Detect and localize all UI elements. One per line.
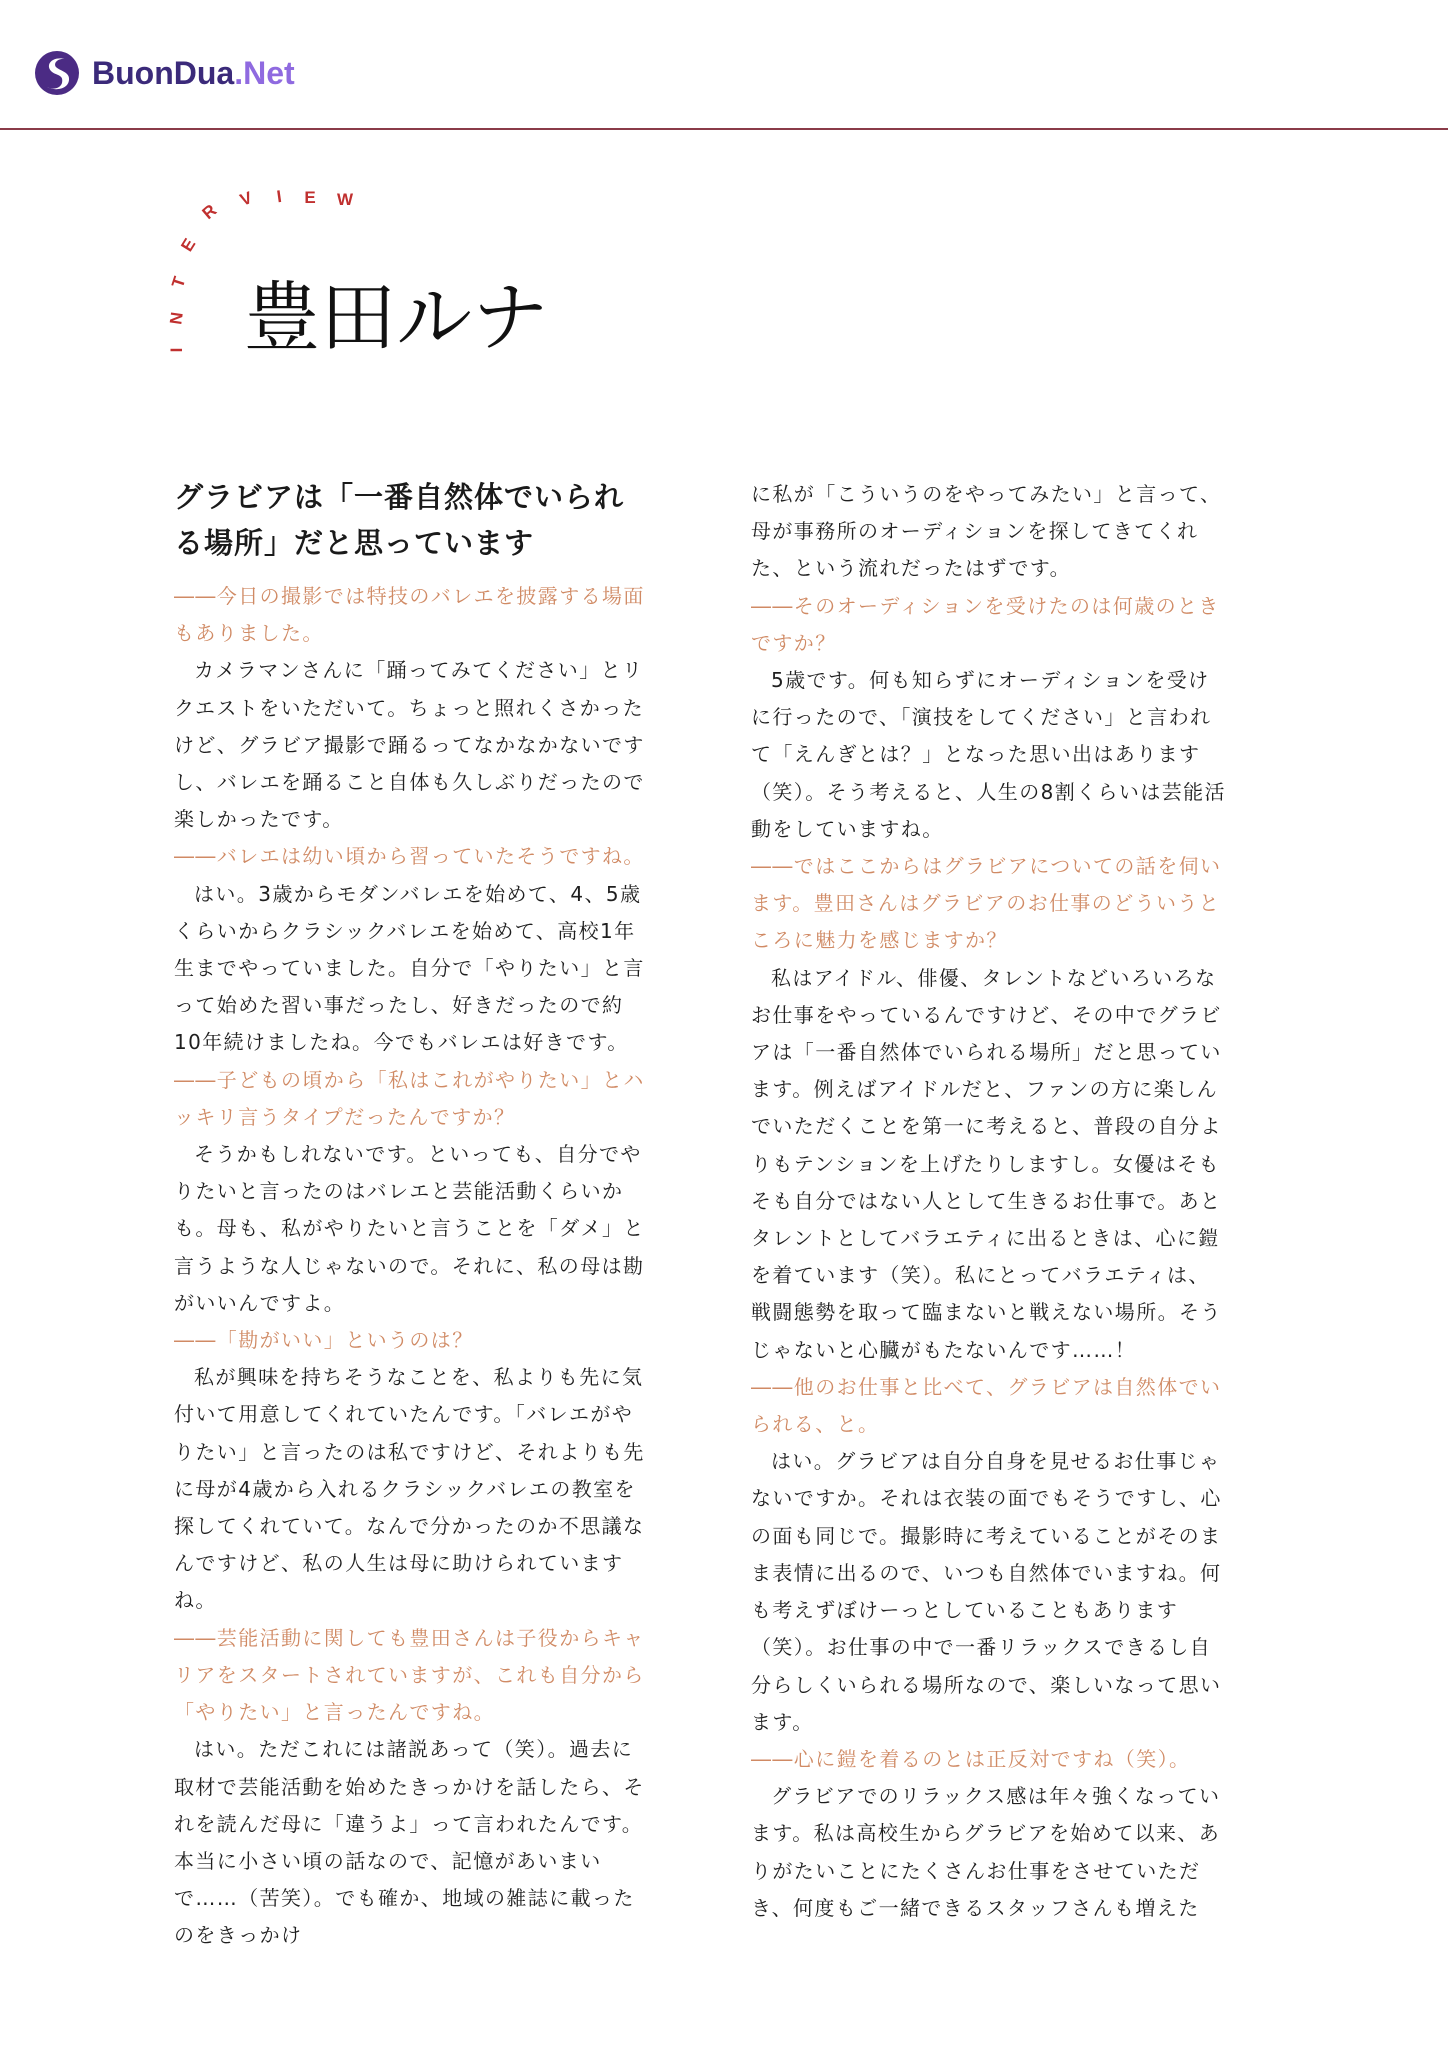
section-heading: グラビアは「一番自然体でいられる場所」だと思っています: [174, 480, 625, 560]
interview-question: ――ではここからはグラビアについての話を伺います。豊田さんはグラビアのお仕事のどういうところに魅力を感じますか？: [751, 854, 1222, 953]
right-column: [751, 476, 1226, 1927]
interview-letter: R: [198, 200, 221, 224]
interview-answer: そうかもしれないです。といっても、自分でやりたいと言ったのはバレエと芸能活動くらいかも。母も、私がやりたいと言うことを「ダメ」と言うような人じゃないので。それに、私の母は勘がいいんですよ。: [174, 1142, 645, 1315]
interview-letter: I: [167, 347, 186, 353]
left-column: [174, 474, 649, 1955]
logo-ext-text: .Net: [234, 55, 295, 91]
logo-main-text: BuonDua: [92, 55, 235, 91]
interview-question: ――バレエは幼い頃から習っていたそうですね。: [174, 844, 645, 869]
page-title: 豊田ルナ: [244, 273, 548, 362]
interview-answer: はい。ただこれには諸説あって（笑）。過去に取材で芸能活動を始めたきっかけを話したら、それを読んだ母に「違うよ」って言われたんです。本当に小さい頃の話なので、記憶があいまいで……（苦笑）。でも確か、地域の雑誌に載ったのをきっかけ: [174, 1737, 645, 1948]
site-logo[interactable]: [92, 50, 295, 96]
interview-answer: 私はアイドル、俳優、タレントなどいろいろなお仕事をやっているんですけど、その中でグラビアは「一番自然体でいられる場所」だと思っています。例えばアイドルだと、ファンの方に楽しんでいただくことを第一に考えると、普段の自分よりもテンションを上げたりしますし。女優はそもそも自分ではない人として生きるお仕事で。あとタレントとしてバラエティに出るときは、心に鎧を着ています（笑）。私にとってバラエティは、戦闘態勢を取って臨まないと戦えない場所。そうじゃないと心臓がもたないんです……！: [751, 965, 1222, 1362]
interview-question: ――他のお仕事と比べて、グラビアは自然体でいられる、と。: [751, 1374, 1222, 1437]
interview-answer-continued: に私が「こういうのをやってみたい」と言って、母が事務所のオーディションを探してきてくれた、という流れだったはずです。: [751, 482, 1222, 581]
site-logo-icon[interactable]: [34, 50, 80, 96]
interview-question: ――芸能活動に関しても豊田さんは子役からキャリアをスタートされていますが、これも自分から「やりたい」と言ったんですね。: [174, 1625, 645, 1725]
interview-answer: 私が興味を持ちそうなことを、私よりも先に気付いて用意してくれていたんです。「バレエがやりたい」と言ったのは私ですけど、それよりも先に母が4歳から入れるクラシックバレエの教室を探してくれていて。なんで分かったのか不思議なんですけど、私の人生は母に助けられていますね。: [174, 1365, 645, 1613]
interview-question: ――心に鎧を着るのとは正反対ですね（笑）。: [751, 1746, 1191, 1771]
interview-question: ――「勘がいい」というのは？: [174, 1328, 474, 1353]
interview-letter: I: [275, 186, 283, 207]
interview-question: ――今日の撮影では特技のバレエを披露する場面もありました。: [174, 584, 645, 646]
interview-letter: W: [336, 190, 354, 209]
interview-answer: カメラマンさんに「踊ってみてください」とリクエストをいただいて。ちょっと照れくさかったけど、グラビア撮影で踊るってなかなかないですし、バレエを踊ること自体も久しぶりだったので楽しかったです。: [174, 658, 645, 832]
interview-letter: E: [177, 235, 200, 255]
interview-question: ――そのオーディションを受けたのは何歳のときですか？: [751, 593, 1220, 655]
interview-answer: はい。グラビアは自分自身を見せるお仕事じゃないですか。それは衣装の面でもそうですし、心の面も同じで。撮影時に考えていることがそのまま表情に出るので、いつも自然体でいますね。何も考えずぼけーっとしていることもあります（笑）。お仕事の中で一番リラックスできるし自分らしくいられる場所なので、楽しいなって思います。: [751, 1449, 1222, 1734]
interview-letter: N: [166, 310, 187, 326]
interview-letter: T: [168, 274, 190, 291]
interview-question: ――子どもの頃から「私はこれがやりたい」とハッキリ言うタイプだったんですか？: [174, 1067, 645, 1129]
interview-answer: グラビアでのリラックス感は年々強くなっています。私は高校生からグラビアを始めて以来、ありがたいことにたくさんお仕事をさせていただき、何度もご一緒できるスタッフさんも増えた: [751, 1784, 1221, 1920]
interview-letter: E: [304, 188, 316, 207]
interview-answer: 5歳です。何も知らずにオーディションを受けに行ったので、「演技をしてください」と言われて「えんぎとは？」となった思い出はあります（笑）。そう考えると、人生の8割くらいは芸能活動をしていますね。: [751, 668, 1226, 841]
interview-letter: V: [237, 187, 255, 210]
interview-answer: はい。3歳からモダンバレエを始めて、4、5歳くらいからクラシックバレエを始めて、高校1年生までやっていました。自分で「やりたい」と言って始めた習い事だったし、好きだったので約10年続けましたね。今でもバレエは好きです。: [174, 881, 645, 1055]
site-header: [0, 0, 1448, 130]
